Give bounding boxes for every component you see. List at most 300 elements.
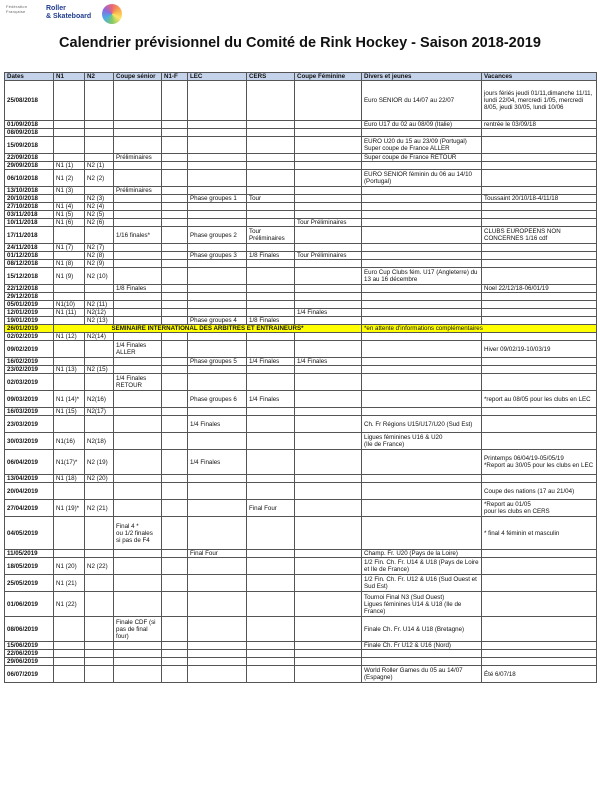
table-cell: jours fériés jeudi 01/11,dimanche 11/11, lundi 22/04, mercredi 1/05, mercredi 8/05, jeudi 30/05, lundi 10/06 [482, 81, 597, 121]
date-cell: 24/11/2018 [5, 244, 54, 252]
table-cell [482, 244, 597, 252]
table-cell [114, 219, 162, 227]
table-cell [162, 211, 188, 219]
table-cell [188, 374, 247, 391]
table-cell [295, 642, 362, 650]
table-cell [85, 483, 114, 500]
table-cell [295, 211, 362, 219]
table-cell [188, 137, 247, 154]
table-cell [85, 154, 114, 162]
table-cell [482, 293, 597, 301]
table-cell [54, 154, 85, 162]
table-cell [114, 575, 162, 592]
table-body [5, 81, 597, 683]
table-cell [162, 433, 188, 450]
table-cell [362, 227, 482, 244]
table-cell [247, 203, 295, 211]
table-cell [114, 293, 162, 301]
table-cell [114, 366, 162, 374]
table-cell: N1 (12) [54, 333, 85, 341]
table-cell: Final Four [188, 550, 247, 558]
table-cell [482, 211, 597, 219]
table-cell [247, 301, 295, 309]
table-cell [295, 268, 362, 285]
table-cell [85, 416, 114, 433]
date-cell: 29/09/2018 [5, 162, 54, 170]
table-cell: 1/4 Finales RETOUR [114, 374, 162, 391]
table-cell: Toussaint 20/10/18-4/11/18 [482, 195, 597, 203]
table-cell [114, 203, 162, 211]
table-cell [188, 301, 247, 309]
table-cell [85, 121, 114, 129]
table-cell [482, 154, 597, 162]
table-cell [362, 408, 482, 416]
column-header: N1-F [162, 73, 188, 81]
table-cell [54, 121, 85, 129]
table-cell [295, 391, 362, 408]
page-title: Calendrier prévisionnel du Comité de Rink Hockey - Saison 2018-2019 [59, 35, 541, 51]
table-cell: 1/2 Fin. Ch. Fr. U12 & U16 (Sud Ouest et Sud Est) [362, 575, 482, 592]
table-cell: N1 (8) [54, 260, 85, 268]
date-cell: 10/11/2018 [5, 219, 54, 227]
table-cell [162, 219, 188, 227]
table-cell [162, 317, 188, 325]
table-cell [162, 575, 188, 592]
table-cell: Phase groupes 6 [188, 391, 247, 408]
table-cell [362, 450, 482, 475]
table-row [5, 293, 597, 301]
table-cell: N1 (13) [54, 366, 85, 374]
table-cell [295, 137, 362, 154]
table-cell: 1/4 Finales ALLER [114, 341, 162, 358]
table-row [5, 203, 597, 211]
table-cell: N2(14) [85, 333, 114, 341]
table-row [5, 121, 597, 129]
table-cell [188, 650, 247, 658]
table-cell [482, 550, 597, 558]
table-cell: N1 (2) [54, 170, 85, 187]
table-cell [295, 170, 362, 187]
table-cell [295, 433, 362, 450]
table-cell: N2 (5) [85, 211, 114, 219]
table-row [5, 154, 597, 162]
table-cell [162, 416, 188, 433]
table-cell: N1 (20) [54, 558, 85, 575]
table-cell [362, 252, 482, 260]
table-cell [188, 244, 247, 252]
table-cell [247, 617, 295, 642]
table-cell [114, 658, 162, 666]
table-cell [295, 154, 362, 162]
date-cell: 26/01/2019 [5, 325, 54, 333]
date-cell: 25/08/2018 [5, 81, 54, 121]
table-cell [114, 301, 162, 309]
table-row [5, 170, 597, 187]
seminar-cell: SEMINAIRE INTERNATIONAL DES ARBITRES ET ENTRAINEURS* [54, 325, 362, 333]
table-cell [362, 195, 482, 203]
table-cell [482, 309, 597, 317]
date-cell: 18/05/2019 [5, 558, 54, 575]
table-row [5, 325, 597, 333]
table-cell [362, 333, 482, 341]
table-cell [114, 309, 162, 317]
table-cell [85, 137, 114, 154]
table-cell [295, 592, 362, 617]
table-cell [85, 129, 114, 137]
table-row [5, 301, 597, 309]
table-row [5, 268, 597, 285]
date-cell: 09/03/2019 [5, 391, 54, 408]
table-cell [295, 301, 362, 309]
table-cell [247, 170, 295, 187]
table-cell [114, 408, 162, 416]
table-cell: N2 (11) [85, 301, 114, 309]
table-cell: N1 (14)* [54, 391, 85, 408]
date-cell: 01/09/2018 [5, 121, 54, 129]
table-cell [114, 252, 162, 260]
date-cell: 02/02/2019 [5, 333, 54, 341]
table-cell [114, 416, 162, 433]
table-cell [295, 550, 362, 558]
table-cell: N1 (7) [54, 244, 85, 252]
table-cell [162, 500, 188, 517]
table-cell [54, 642, 85, 650]
table-cell [85, 550, 114, 558]
table-cell [85, 293, 114, 301]
table-cell: N2 (15) [85, 366, 114, 374]
table-cell [188, 408, 247, 416]
table-cell [162, 650, 188, 658]
table-cell: 1/4 Finales [247, 358, 295, 366]
table-cell [162, 666, 188, 683]
table-cell: N1(17)* [54, 450, 85, 475]
table-cell [162, 558, 188, 575]
table-cell: N2 (7) [85, 244, 114, 252]
table-row [5, 309, 597, 317]
table-cell [247, 450, 295, 475]
table-cell: 1/2 Fin. Ch. Fr. U14 & U18 (Pays de Loire et Ile de France) [362, 558, 482, 575]
table-cell [482, 301, 597, 309]
table-cell [188, 333, 247, 341]
table-cell: *Report au 01/05 pour les clubs en CERS [482, 500, 597, 517]
table-cell [162, 260, 188, 268]
table-cell [188, 187, 247, 195]
table-cell: Finale Ch. Fr. U14 & U18 (Bretagne) [362, 617, 482, 642]
table-row [5, 211, 597, 219]
table-cell [247, 558, 295, 575]
table-cell [54, 252, 85, 260]
table-cell [247, 219, 295, 227]
table-cell [295, 81, 362, 121]
table-cell: N2(17) [85, 408, 114, 416]
federation-logo [6, 4, 126, 24]
table-cell [54, 550, 85, 558]
table-cell [188, 517, 247, 550]
table-cell [188, 129, 247, 137]
table-cell [188, 268, 247, 285]
table-cell [54, 285, 85, 293]
date-cell: 01/12/2018 [5, 252, 54, 260]
date-cell: 16/03/2019 [5, 408, 54, 416]
table-cell [482, 268, 597, 285]
table-cell [85, 617, 114, 642]
table-cell [482, 162, 597, 170]
table-cell [188, 642, 247, 650]
table-cell [85, 374, 114, 391]
table-cell: N2 (13) [85, 317, 114, 325]
table-cell [295, 317, 362, 325]
table-cell: N1 (22) [54, 592, 85, 617]
date-cell: 02/03/2019 [5, 374, 54, 391]
table-cell [482, 219, 597, 227]
table-cell: Ch. Fr Régions U15/U17/U20 (Sud Est) [362, 416, 482, 433]
table-cell: Euro U17 du 02 au 08/09 (Italie) [362, 121, 482, 129]
table-cell [162, 366, 188, 374]
table-cell: 1/4 Finales [188, 450, 247, 475]
table-row [5, 391, 597, 408]
date-cell: 06/04/2019 [5, 450, 54, 475]
table-cell: N2 (8) [85, 252, 114, 260]
date-cell: 08/09/2018 [5, 129, 54, 137]
date-cell: 29/06/2019 [5, 658, 54, 666]
table-cell [114, 129, 162, 137]
table-cell [114, 170, 162, 187]
table-cell [85, 187, 114, 195]
table-cell [482, 650, 597, 658]
table-row [5, 408, 597, 416]
table-cell [114, 358, 162, 366]
table-cell [162, 475, 188, 483]
table-cell [54, 129, 85, 137]
table-cell [295, 366, 362, 374]
table-cell [362, 285, 482, 293]
table-cell [362, 211, 482, 219]
table-cell: N1 (1) [54, 162, 85, 170]
table-cell [482, 592, 597, 617]
table-cell [247, 244, 295, 252]
date-cell: 25/05/2019 [5, 575, 54, 592]
table-cell: Champ. Fr. U20 (Pays de la Loire) [362, 550, 482, 558]
table-cell [162, 341, 188, 358]
table-cell [295, 666, 362, 683]
table-cell [188, 617, 247, 642]
table-cell: Euro SENIOR du 14/07 au 22/07 [362, 81, 482, 121]
table-cell: Tour Préliminaires [295, 252, 362, 260]
table-row [5, 187, 597, 195]
table-cell [247, 483, 295, 500]
table-cell: N2 (19) [85, 450, 114, 475]
table-cell [482, 333, 597, 341]
table-cell [295, 244, 362, 252]
table-cell [295, 195, 362, 203]
table-cell [482, 416, 597, 433]
table-row [5, 358, 597, 366]
column-header: N2 [85, 73, 114, 81]
table-cell [482, 358, 597, 366]
table-cell: N1 (18) [54, 475, 85, 483]
table-cell [188, 154, 247, 162]
table-cell [162, 187, 188, 195]
table-cell [114, 195, 162, 203]
table-cell: 1/4 Finales [247, 391, 295, 408]
table-cell [247, 366, 295, 374]
table-cell [362, 260, 482, 268]
table-row [5, 137, 597, 154]
table-cell [362, 301, 482, 309]
table-cell: N2 (6) [85, 219, 114, 227]
table-cell: Hiver 09/02/19-10/03/19 [482, 341, 597, 358]
table-cell [114, 211, 162, 219]
table-cell [162, 227, 188, 244]
date-cell: 20/10/2018 [5, 195, 54, 203]
table-cell [85, 227, 114, 244]
table-cell: Finale CDF (si pas de final four) [114, 617, 162, 642]
table-cell [162, 268, 188, 285]
table-cell [114, 483, 162, 500]
table-cell [482, 558, 597, 575]
table-row [5, 617, 597, 642]
table-cell [247, 433, 295, 450]
table-cell [162, 129, 188, 137]
table-row [5, 558, 597, 575]
table-row [5, 658, 597, 666]
table-cell [54, 483, 85, 500]
table-cell [188, 211, 247, 219]
table-cell [482, 617, 597, 642]
date-cell: 06/10/2018 [5, 170, 54, 187]
column-header: LEC [188, 73, 247, 81]
date-cell: 15/09/2018 [5, 137, 54, 154]
table-cell [162, 450, 188, 475]
table-cell: Préliminaires [114, 187, 162, 195]
table-row [5, 195, 597, 203]
table-cell [188, 81, 247, 121]
table-cell [54, 341, 85, 358]
table-row [5, 433, 597, 450]
table-cell: * final 4 féminin et masculin [482, 517, 597, 550]
table-cell [54, 81, 85, 121]
table-cell [114, 666, 162, 683]
table-cell: Euro Cup Clubs fém. U17 (Angleterre) du 13 au 16 décembre [362, 268, 482, 285]
table-cell [362, 500, 482, 517]
date-cell: 16/02/2019 [5, 358, 54, 366]
date-cell: 13/04/2019 [5, 475, 54, 483]
table-cell: Phase groupes 5 [188, 358, 247, 366]
date-cell: 06/07/2019 [5, 666, 54, 683]
table-cell: Phase groupes 4 [188, 317, 247, 325]
date-cell: 19/01/2019 [5, 317, 54, 325]
table-cell [188, 285, 247, 293]
date-cell: 22/12/2018 [5, 285, 54, 293]
table-cell [247, 81, 295, 121]
table-cell [54, 650, 85, 658]
table-cell [362, 475, 482, 483]
table-cell [295, 341, 362, 358]
table-cell: *report au 08/05 pour les clubs en LEC [482, 391, 597, 408]
table-cell [188, 483, 247, 500]
column-header: Coupe Féminine [295, 73, 362, 81]
column-header: N1 [54, 73, 85, 81]
table-cell [114, 475, 162, 483]
table-cell [188, 433, 247, 450]
table-cell [247, 293, 295, 301]
table-cell [482, 137, 597, 154]
table-cell [247, 211, 295, 219]
table-cell: 1/8 Finales [114, 285, 162, 293]
table-cell [247, 650, 295, 658]
table-cell [247, 341, 295, 358]
table-cell: N2 (1) [85, 162, 114, 170]
table-cell: EURO U20 du 15 au 23/09 (Portugal) Super coupe de France ALLER [362, 137, 482, 154]
table-cell [295, 517, 362, 550]
table-cell [295, 227, 362, 244]
table-cell [162, 293, 188, 301]
table-cell [162, 285, 188, 293]
table-cell [162, 483, 188, 500]
table-cell [247, 416, 295, 433]
table-cell [85, 358, 114, 366]
table-cell [247, 121, 295, 129]
table-cell [188, 203, 247, 211]
table-cell [362, 358, 482, 366]
table-cell: Noel 22/12/18-06/01/19 [482, 285, 597, 293]
table-cell: EURO SENIOR féminin du 06 au 14/10 (Portugal) [362, 170, 482, 187]
table-cell [162, 252, 188, 260]
table-cell: N1 (3) [54, 187, 85, 195]
date-cell: 29/12/2018 [5, 293, 54, 301]
table-cell [162, 658, 188, 666]
table-cell [362, 650, 482, 658]
date-cell: 03/11/2018 [5, 211, 54, 219]
table-row [5, 575, 597, 592]
table-cell [54, 358, 85, 366]
table-cell [188, 366, 247, 374]
date-cell: 27/04/2019 [5, 500, 54, 517]
table-cell [188, 500, 247, 517]
table-cell [295, 293, 362, 301]
table-cell [482, 408, 597, 416]
table-cell [362, 162, 482, 170]
table-cell [482, 170, 597, 187]
table-cell: N2(18) [85, 433, 114, 450]
table-cell: 1/8 Finales [247, 317, 295, 325]
table-cell: Tour [247, 195, 295, 203]
table-cell [247, 309, 295, 317]
table-cell [295, 483, 362, 500]
table-cell: Tour Préliminaires [247, 227, 295, 244]
table-row [5, 81, 597, 121]
table-cell [362, 517, 482, 550]
table-cell [188, 121, 247, 129]
table-cell [482, 366, 597, 374]
table-cell: Finale Ch. Fr U12 & U16 (Nord) [362, 642, 482, 650]
table-cell: N2 (20) [85, 475, 114, 483]
table-row [5, 550, 597, 558]
table-cell: Super coupe de France RETOUR [362, 154, 482, 162]
table-cell: Ligues féminines U16 & U20 (Ile de France) [362, 433, 482, 450]
table-cell [114, 450, 162, 475]
table-cell [85, 658, 114, 666]
date-cell: 15/06/2019 [5, 642, 54, 650]
table-row [5, 227, 597, 244]
table-cell [247, 162, 295, 170]
table-cell [188, 170, 247, 187]
table-cell [295, 260, 362, 268]
table-header-row [5, 73, 597, 81]
table-cell [162, 391, 188, 408]
table-cell [482, 260, 597, 268]
table-cell [482, 129, 597, 137]
